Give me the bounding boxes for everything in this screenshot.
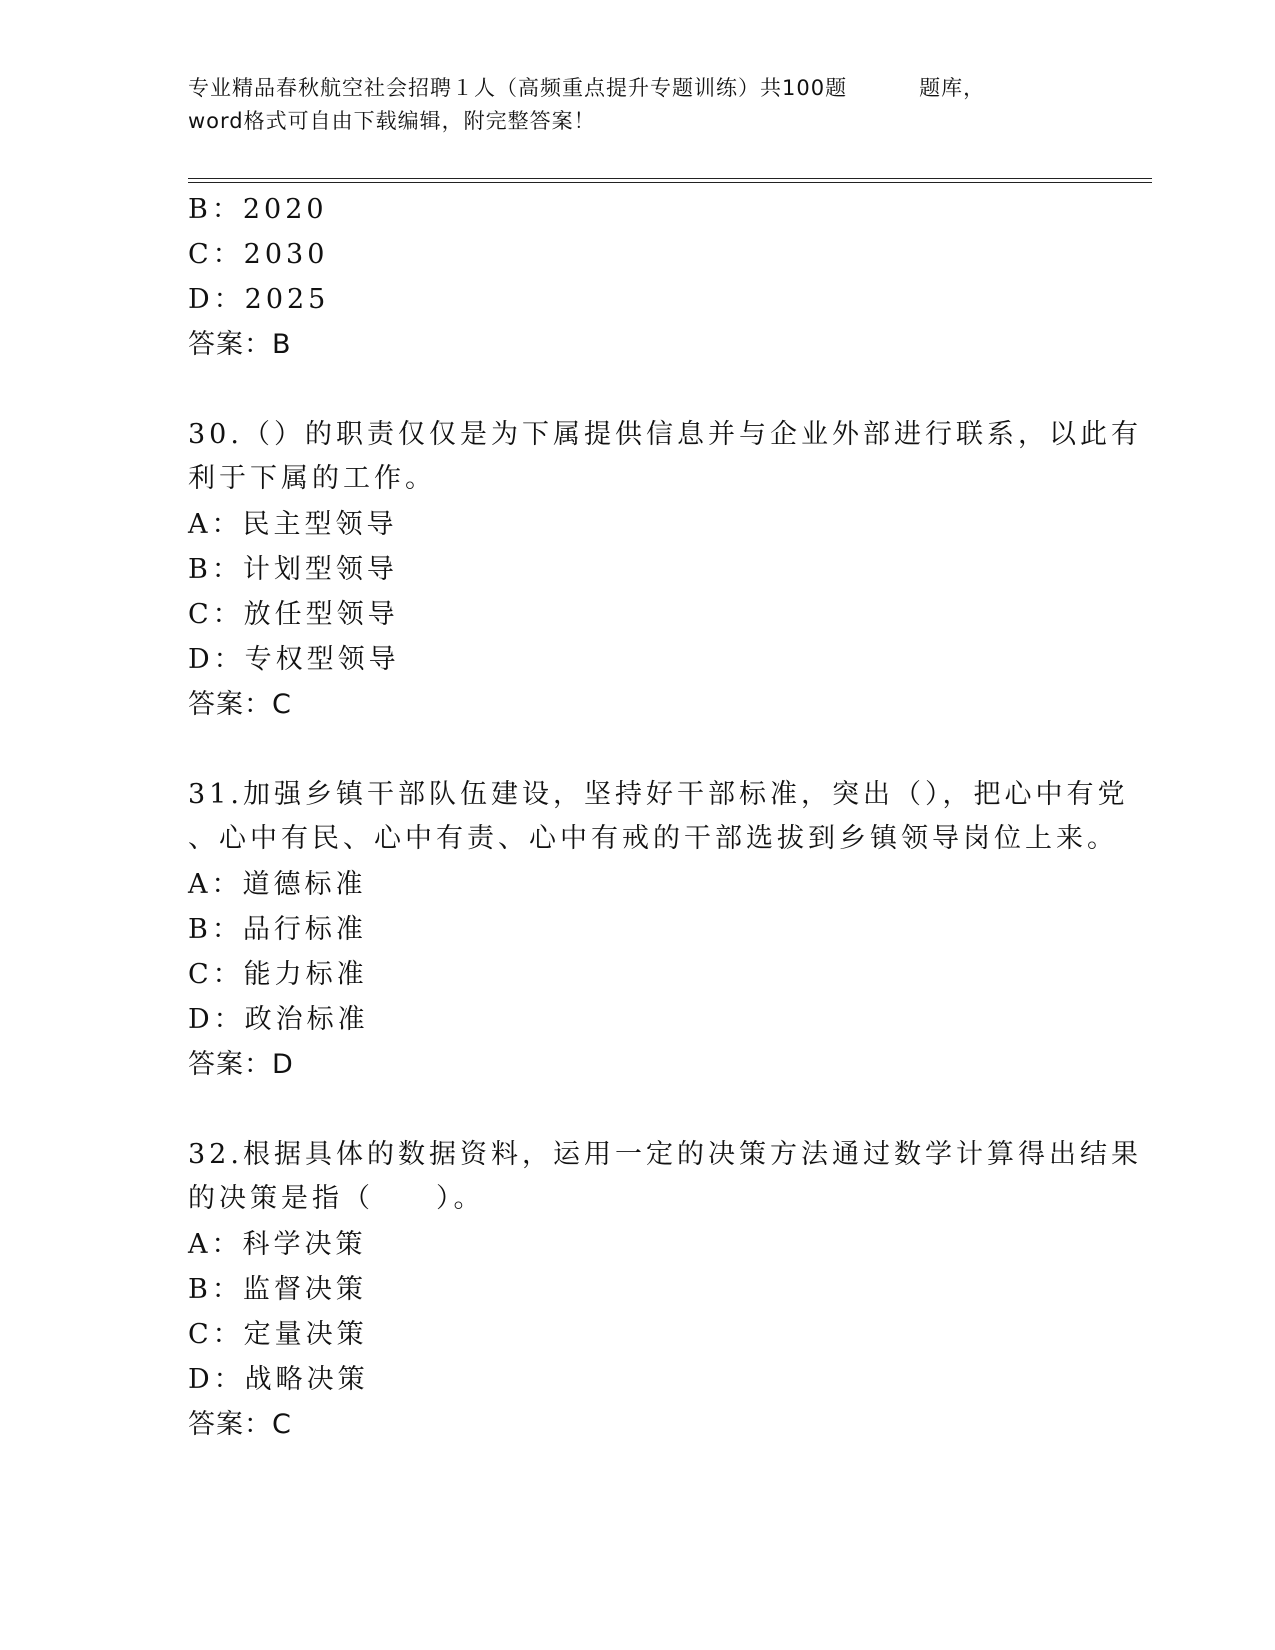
q30-option-a: A：民主型领导 — [188, 509, 398, 540]
q31-stem-line-2: 、心中有民、心中有责、心中有戒的干部选拔到乡镇领导岗位上来。 — [188, 823, 1118, 854]
header-divider-top — [188, 178, 1152, 179]
q30-option-b: B：计划型领导 — [188, 554, 398, 585]
q32-stem-line-2: 的决策是指（ ）。 — [188, 1183, 485, 1214]
q30-answer: 答案：C — [188, 689, 292, 720]
q32-option-b: B：监督决策 — [188, 1274, 367, 1305]
header-line-1 — [188, 72, 1068, 105]
q31-stem-line-1: 31.加强乡镇干部队伍建设，坚持好干部标准，突出（），把心中有党 — [188, 779, 1129, 810]
q30-option-d: D：专权型领导 — [188, 644, 400, 675]
q32-stem-line-1: 32.根据具体的数据资料，运用一定的决策方法通过数学计算得出结果 — [188, 1139, 1142, 1170]
q31-option-b: B：品行标准 — [188, 914, 367, 945]
document-header — [188, 72, 1068, 138]
q31-option-d: D：政治标准 — [188, 1004, 369, 1035]
q32-option-d: D：战略决策 — [188, 1364, 369, 1395]
q31-option-a: A：道德标准 — [188, 869, 367, 900]
header-line-2: word格式可自由下载编辑，附完整答案！ — [188, 109, 596, 133]
header-title: 专业精品春秋航空社会招聘１人（高频重点提升专题训练）共100题 — [188, 76, 848, 100]
q29-option-d: D：2025 — [188, 284, 330, 315]
q32-answer: 答案：C — [188, 1409, 292, 1440]
q30-stem-line-2: 利于下属的工作。 — [188, 463, 436, 494]
q29-answer: 答案：B — [188, 329, 292, 360]
q30-option-c: C：放任型领导 — [188, 599, 399, 630]
header-divider-bottom — [188, 182, 1152, 183]
q29-option-c: C：2030 — [188, 239, 329, 270]
q30-stem-line-1: 30.（）的职责仅仅是为下属提供信息并与企业外部进行联系，以此有 — [188, 419, 1142, 450]
q31-answer: 答案：D — [188, 1049, 294, 1080]
q32-option-c: C：定量决策 — [188, 1319, 368, 1350]
q32-option-a: A：科学决策 — [188, 1229, 367, 1260]
q31-option-c: C：能力标准 — [188, 959, 368, 990]
header-title-suffix: 题库， — [919, 76, 986, 100]
q29-option-b: B：2020 — [188, 194, 328, 225]
